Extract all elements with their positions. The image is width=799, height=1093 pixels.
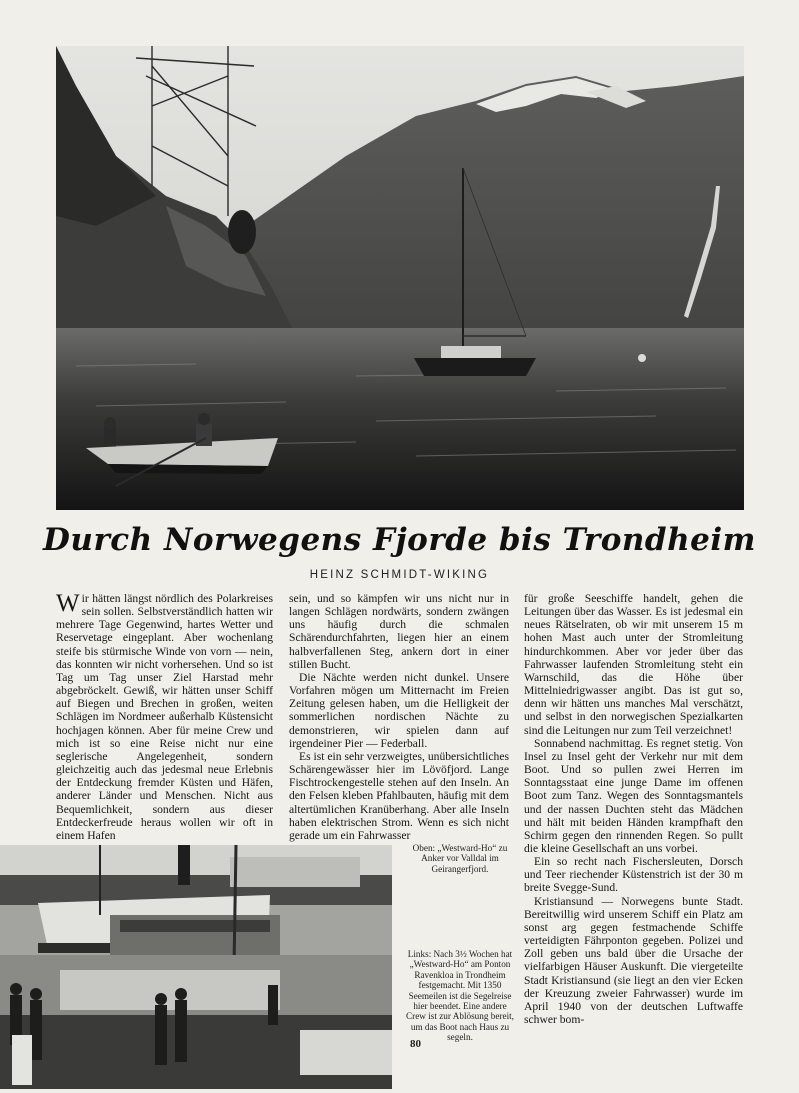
harbour-photo-illustration xyxy=(0,845,392,1089)
text-column-2 xyxy=(289,592,509,842)
paragraph: Sonnabend nachmittag. Es regnet stetig. Von Insel zu Insel geht der Verkehr nur mit dem Boot. Und so pullen zwei Herren im Sonntagsstaat eine junge Dame im offenen Boot zum Tanz. Wegen des Sonntagsmantels und der nassen Duchten steht das Mädchen und hält mit beiden Händen krampfhaft den Schirm gegen den rinnenden Regen. So pullt die kleine Gesellschaft an uns vorbei. xyxy=(524,736,743,855)
fjord-photo-illustration xyxy=(56,46,744,510)
text-column-1 xyxy=(56,590,273,842)
photo-fjord-yacht xyxy=(56,46,744,510)
drop-cap: W xyxy=(56,590,80,617)
page-number: 80 xyxy=(410,1038,421,1050)
paragraph: Die Nächte werden nicht dunkel. Unsere Vorfahren mögen um Mitternacht im Freien Zeitung gelesen haben, um die Helligkeit der sommerlichen nordischen Nächte zu demonstrieren, wir spielen dann auf irgendeiner Pier — Federball. xyxy=(289,670,509,750)
caption-top-photo: Oben: „Westward-Ho“ zu Anker vor Valldal im Geirangerfjord. xyxy=(412,843,508,874)
caption-bottom-photo: Links: Nach 3½ Wochen hat „Westward-Ho“ am Ponton Ravenkloa in Trondheim festgemacht. Mit 1350 Seemeilen ist die Segelreise hier beendet. Eine andere Crew ist zur Ablösung bereit, um das Boot nach Haus zu segeln. xyxy=(406,949,514,1043)
paragraph-text: ir hätten längst nördlich des Polarkreises sein sollen. Selbstverständlich hatten wir mehrere Tage Gegenwind, hartes Wetter und Reservetage eingeplant. Aber wochenlang steife bis stürmische Winde von vorn — nein, das konnten wir nicht vorhersehen. Und so ist Tag um Tag unser Ziel Harstad mehr abgebröckelt. Gewiß, wir hätten unser Schiff auf Biegen und Brechen in großen, weiten Schlägen im Nordmeer außerhalb Küstensicht hochjagen können. Aber für meine Crew und mich ist so eine Reise nicht nur eine seglerische Angelegenheit, sondern gleichzeitig auch das jedesmal neue Erlebnis der Entdeckung fremder Küsten und Häfen, anderer Länder und Menschen. Nicht aus Bequemlichkeit, sondern aus dieser Entdeckerfreude heraus wollen wir oft in einem Hafen xyxy=(56,592,273,842)
paragraph: sein, und so kämpfen wir uns nicht nur in langen Schlägen nordwärts, sondern zwängen uns häufig durch die schmalen Schärendurchfahrten, liegen hier an einem halbverfallenen Steg, ankern dort in einer stillen Bucht. xyxy=(289,592,509,671)
article-author: HEINZ SCHMIDT-WIKING xyxy=(309,569,490,581)
paragraph: für große Seeschiffe handelt, gehen die Leitungen über das Wasser. Es ist jedesmal ein neues Rätselraten, ob wir mit unserem 15 m hohen Mast auch unter der Stromleitung hindurchkommen. Aber vor jeder über das Fahrwasser laufenden Stromleitung steht ein Warnschild, das die Höhe über Mittelniedrigwasser angibt. Das ist gut so, denn wir hätten uns manches Mal verschätzt, und selbst in den norwegischen Spezialkarten sind die Leitungen nur zum Teil verzeichnet! xyxy=(524,592,743,737)
paragraph xyxy=(56,592,273,842)
text-column-3 xyxy=(524,592,743,1075)
photo-trondheim-harbour xyxy=(0,845,392,1089)
paragraph: Es ist ein sehr verzweigtes, unübersichtliches Schärengewässer hier im Lövöfjord. Lange Fischtrockengestelle stehen auf den Inseln. An den Felsen kleben Pfahlbauten, häufig mit dem altertümlichen Kranüberhang. Aber alle Inseln haben elektrischen Strom. Wenn es sich nicht gerade um ein Fahrwasser xyxy=(289,749,509,842)
paragraph: Kristiansund — Norwegens bunte Stadt. Bereitwillig wird unserem Schiff ein Platz am sonst arg gegen festmachende Schiffe verteidigten Fährponton gegeben. Polizei und Zoll geben uns bald über die Ursache der vielfarbigen Häuser Auskunft. Die viergeteilte Stadt Kristiansund (sie liegt an den vier Ecken der Kreuzung zweier Fahrwasser) wurde im April 1940 von der deutschen Luftwaffe schwer bom- xyxy=(524,894,743,1026)
article-title: Durch Norwegens Fjorde bis Trondheim xyxy=(43,522,756,558)
paragraph: Ein so recht nach Fischersleuten, Dorsch und Teer riechender Küstenstrich ist der 30 m breite Svegge-Sund. xyxy=(524,855,743,895)
